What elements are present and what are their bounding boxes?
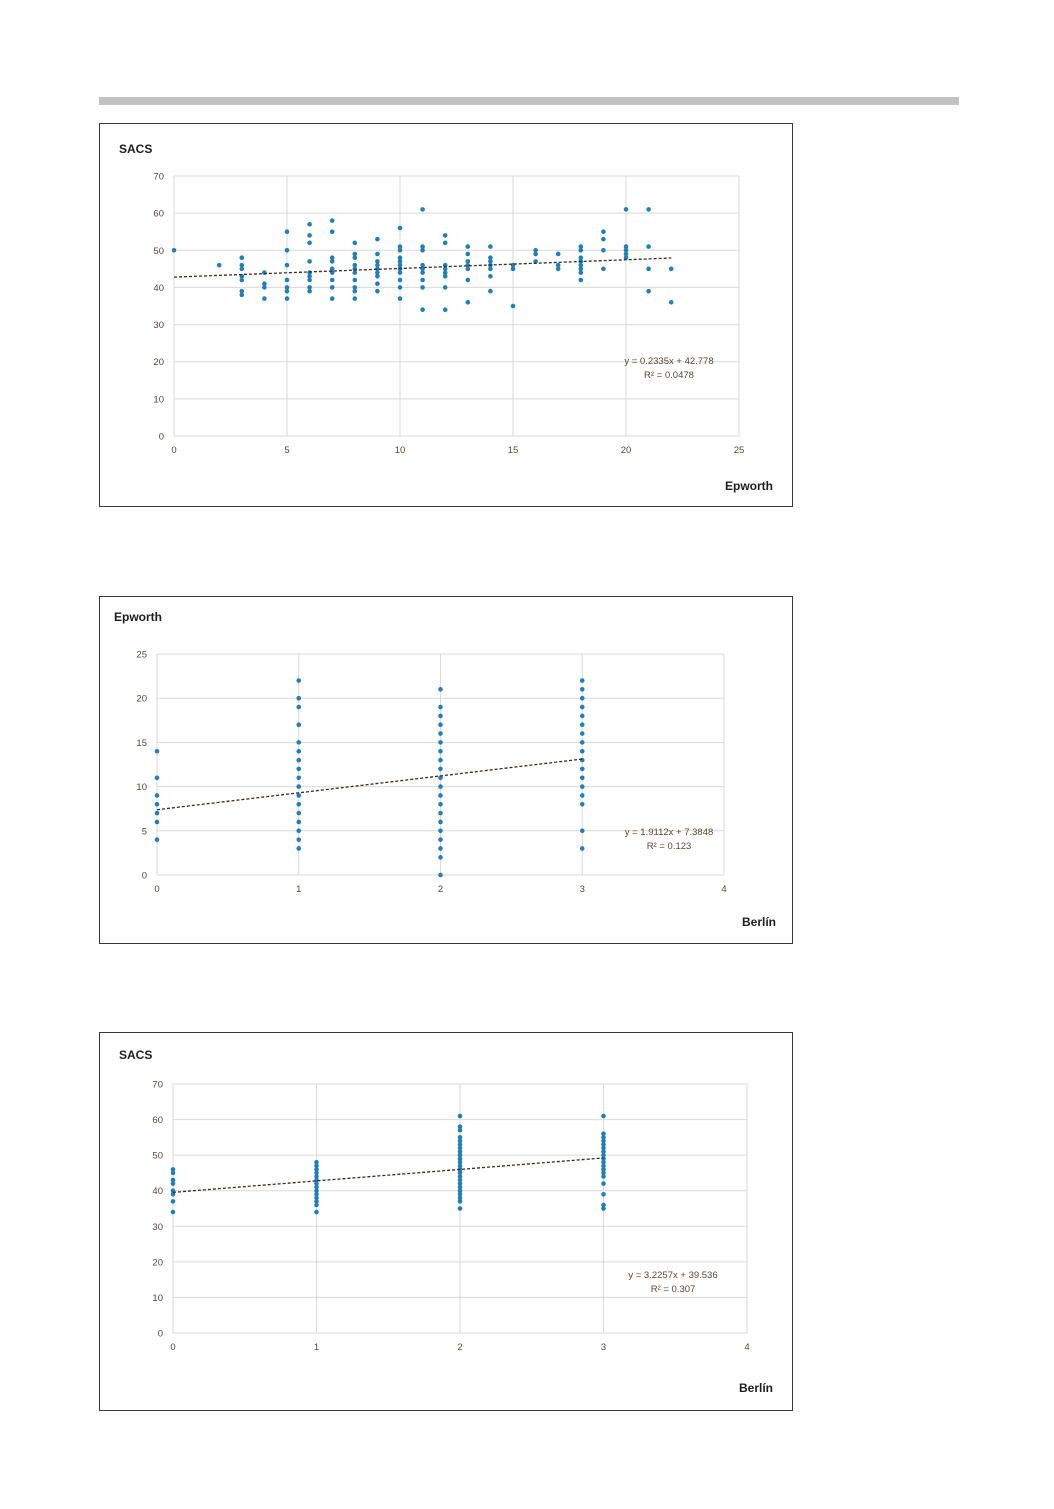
- data-point: [443, 233, 448, 238]
- data-point: [296, 793, 301, 798]
- data-point: [398, 270, 403, 275]
- data-point: [443, 307, 448, 312]
- x-tick-label: 3: [579, 884, 585, 895]
- data-point: [556, 252, 561, 257]
- y-axis-label: SACS: [119, 142, 153, 156]
- x-axis-label: Berlín: [741, 915, 776, 929]
- data-point: [262, 285, 267, 290]
- data-point: [580, 714, 585, 719]
- trendline-equation: y = 0.2335x + 42.778: [624, 356, 714, 367]
- y-tick-label: 30: [152, 1221, 163, 1233]
- x-tick-label: 0: [170, 1342, 176, 1353]
- data-point: [307, 222, 312, 227]
- data-point: [398, 226, 403, 231]
- data-point: [466, 252, 471, 257]
- x-tick-label: 1: [313, 1342, 320, 1353]
- data-point: [438, 811, 443, 816]
- data-point: [330, 296, 335, 301]
- data-point: [155, 837, 160, 842]
- data-point: [580, 678, 585, 683]
- data-point: [296, 767, 301, 772]
- y-tick-label: 5: [141, 826, 147, 838]
- plot-area: [100, 597, 792, 943]
- data-point: [580, 802, 585, 807]
- chart-sacs-vs-berlin: [99, 1032, 793, 1411]
- trendline-equation-box: [609, 1269, 737, 1297]
- trendline-equation-box: [605, 355, 733, 383]
- data-point: [488, 244, 493, 249]
- data-point: [353, 270, 358, 275]
- data-point: [580, 696, 585, 701]
- data-point: [353, 255, 358, 260]
- y-tick-label: 70: [152, 1079, 163, 1091]
- data-point: [353, 241, 358, 246]
- x-tick-label: 5: [284, 445, 290, 456]
- trendline-r2: R² = 0.307: [650, 1284, 696, 1295]
- y-axis-label: SACS: [119, 1048, 153, 1062]
- data-point: [466, 300, 471, 305]
- data-point: [296, 678, 301, 683]
- data-point: [296, 837, 301, 842]
- data-point: [285, 278, 290, 283]
- x-tick-label: 0: [154, 884, 160, 895]
- data-point: [330, 278, 335, 283]
- data-point: [601, 1206, 606, 1211]
- y-tick-label: 30: [153, 320, 164, 332]
- y-tick-label: 70: [153, 171, 164, 183]
- x-axis-label: Berlín: [738, 1381, 773, 1395]
- data-point: [296, 811, 301, 816]
- data-point: [330, 218, 335, 223]
- data-point: [171, 1171, 176, 1176]
- data-point: [458, 1199, 463, 1204]
- data-point: [646, 289, 651, 294]
- data-point: [579, 270, 584, 275]
- data-point: [296, 802, 301, 807]
- data-point: [438, 855, 443, 860]
- x-tick-label: 3: [600, 1342, 607, 1353]
- y-tick-label: 10: [136, 782, 147, 794]
- y-axis-label: Epworth: [114, 610, 162, 624]
- x-tick-label: 15: [507, 445, 519, 456]
- trendline: [173, 1158, 604, 1192]
- data-point: [601, 1192, 606, 1197]
- data-point: [511, 304, 516, 309]
- y-tick-label: 0: [158, 431, 164, 443]
- data-point: [330, 229, 335, 234]
- data-point: [438, 767, 443, 772]
- data-point: [285, 248, 290, 253]
- data-point: [601, 248, 606, 253]
- data-point: [155, 811, 160, 816]
- data-point: [443, 274, 448, 279]
- y-tick-label: 15: [136, 737, 147, 749]
- data-point: [438, 873, 443, 878]
- data-point: [601, 1114, 606, 1119]
- x-axis-label: Epworth: [725, 479, 773, 493]
- data-point: [438, 722, 443, 727]
- data-point: [420, 270, 425, 275]
- data-point: [646, 244, 651, 249]
- data-point: [314, 1203, 319, 1208]
- data-point: [375, 281, 380, 286]
- data-point: [285, 263, 290, 268]
- data-point: [466, 267, 471, 272]
- data-point: [580, 829, 585, 834]
- data-point: [420, 207, 425, 212]
- y-tick-label: 0: [141, 870, 147, 882]
- data-point: [579, 248, 584, 253]
- data-point: [155, 775, 160, 780]
- y-tick-label: 25: [136, 649, 147, 661]
- data-point: [580, 722, 585, 727]
- data-point: [438, 802, 443, 807]
- data-point: [296, 705, 301, 710]
- data-point: [438, 740, 443, 745]
- data-point: [580, 731, 585, 736]
- data-point: [240, 278, 245, 283]
- data-point: [296, 696, 301, 701]
- trendline-equation-box: [605, 826, 733, 854]
- y-tick-label: 0: [157, 1328, 163, 1340]
- data-point: [171, 1199, 176, 1204]
- data-point: [307, 278, 312, 283]
- data-point: [155, 802, 160, 807]
- data-point: [285, 296, 290, 301]
- data-point: [438, 820, 443, 825]
- trendline: [157, 759, 582, 810]
- data-point: [353, 289, 358, 294]
- x-tick-label: 20: [620, 445, 632, 456]
- data-point: [458, 1114, 463, 1119]
- chart-epworth-vs-berlin: [99, 596, 793, 944]
- y-tick-label: 60: [152, 1115, 163, 1127]
- data-point: [353, 278, 358, 283]
- y-tick-label: 20: [136, 693, 147, 705]
- trendline-equation: y = 1.9112x + 7.3848: [624, 827, 714, 838]
- y-tick-label: 20: [153, 357, 164, 369]
- data-point: [624, 207, 629, 212]
- data-point: [314, 1210, 319, 1215]
- data-point: [171, 1181, 176, 1186]
- y-tick-label: 20: [152, 1257, 163, 1269]
- data-point: [438, 758, 443, 763]
- data-point: [375, 237, 380, 242]
- data-point: [601, 237, 606, 242]
- plot-area: [100, 1033, 792, 1410]
- data-point: [438, 784, 443, 789]
- header-rule: [99, 97, 959, 105]
- data-point: [458, 1206, 463, 1211]
- y-tick-label: 40: [153, 282, 164, 294]
- data-point: [330, 259, 335, 264]
- data-point: [296, 775, 301, 780]
- data-point: [438, 793, 443, 798]
- data-point: [601, 267, 606, 272]
- data-point: [262, 296, 267, 301]
- trendline-equation: y = 3.2257x + 39.536: [628, 1270, 718, 1281]
- data-point: [155, 820, 160, 825]
- data-point: [296, 758, 301, 763]
- data-point: [488, 274, 493, 279]
- data-point: [488, 267, 493, 272]
- plot-area: [100, 124, 792, 506]
- data-point: [438, 846, 443, 851]
- data-point: [353, 296, 358, 301]
- data-point: [420, 285, 425, 290]
- data-point: [580, 793, 585, 798]
- data-point: [466, 244, 471, 249]
- data-point: [438, 731, 443, 736]
- data-point: [307, 259, 312, 264]
- data-point: [307, 241, 312, 246]
- data-point: [580, 846, 585, 851]
- data-point: [488, 289, 493, 294]
- data-point: [438, 687, 443, 692]
- data-point: [155, 793, 160, 798]
- data-point: [601, 229, 606, 234]
- data-point: [443, 285, 448, 290]
- trendline-r2: R² = 0.0478: [644, 370, 694, 381]
- data-point: [438, 749, 443, 754]
- x-tick-label: 10: [394, 445, 406, 456]
- data-point: [307, 233, 312, 238]
- data-point: [556, 267, 561, 272]
- y-tick-label: 10: [152, 1292, 163, 1304]
- data-point: [172, 248, 177, 253]
- data-point: [646, 267, 651, 272]
- data-point: [155, 749, 160, 754]
- data-point: [669, 300, 674, 305]
- data-point: [601, 1181, 606, 1186]
- data-point: [296, 749, 301, 754]
- data-point: [438, 705, 443, 710]
- data-point: [669, 267, 674, 272]
- data-point: [580, 749, 585, 754]
- data-point: [646, 207, 651, 212]
- data-point: [533, 252, 538, 257]
- data-point: [580, 784, 585, 789]
- data-point: [420, 307, 425, 312]
- data-point: [580, 758, 585, 763]
- data-point: [375, 252, 380, 257]
- data-point: [296, 784, 301, 789]
- data-point: [438, 837, 443, 842]
- data-point: [511, 267, 516, 272]
- y-tick-label: 10: [153, 394, 164, 406]
- x-tick-label: 25: [733, 445, 745, 456]
- data-point: [580, 687, 585, 692]
- data-point: [458, 1128, 463, 1133]
- x-tick-label: 4: [744, 1342, 750, 1353]
- data-point: [438, 829, 443, 834]
- data-point: [296, 820, 301, 825]
- data-point: [580, 705, 585, 710]
- y-tick-label: 60: [153, 208, 164, 220]
- data-point: [330, 285, 335, 290]
- x-tick-label: 4: [721, 884, 727, 895]
- data-point: [296, 846, 301, 851]
- data-point: [420, 248, 425, 253]
- data-point: [296, 740, 301, 745]
- data-point: [240, 267, 245, 272]
- data-point: [240, 293, 245, 298]
- trendline-r2: R² = 0.123: [646, 841, 692, 852]
- data-point: [580, 740, 585, 745]
- y-tick-label: 50: [153, 245, 164, 257]
- data-point: [398, 248, 403, 253]
- data-point: [375, 289, 380, 294]
- data-point: [438, 714, 443, 719]
- x-tick-label: 2: [437, 884, 444, 895]
- data-point: [296, 829, 301, 834]
- data-point: [466, 278, 471, 283]
- data-point: [579, 278, 584, 283]
- data-point: [285, 229, 290, 234]
- data-point: [240, 255, 245, 260]
- chart-sacs-vs-epworth: [99, 123, 793, 507]
- data-point: [601, 1174, 606, 1179]
- data-point: [443, 241, 448, 246]
- data-point: [296, 722, 301, 727]
- data-point: [285, 289, 290, 294]
- data-point: [307, 289, 312, 294]
- x-tick-label: 1: [296, 884, 302, 895]
- data-point: [217, 263, 222, 268]
- data-point: [398, 296, 403, 301]
- x-tick-label: 0: [171, 445, 177, 456]
- x-tick-label: 2: [457, 1342, 463, 1353]
- data-point: [398, 285, 403, 290]
- data-point: [398, 278, 403, 283]
- data-point: [580, 775, 585, 780]
- data-point: [171, 1210, 176, 1215]
- data-point: [375, 274, 380, 279]
- data-point: [420, 278, 425, 283]
- data-point: [580, 767, 585, 772]
- y-tick-label: 50: [152, 1150, 163, 1162]
- y-tick-label: 40: [152, 1186, 163, 1198]
